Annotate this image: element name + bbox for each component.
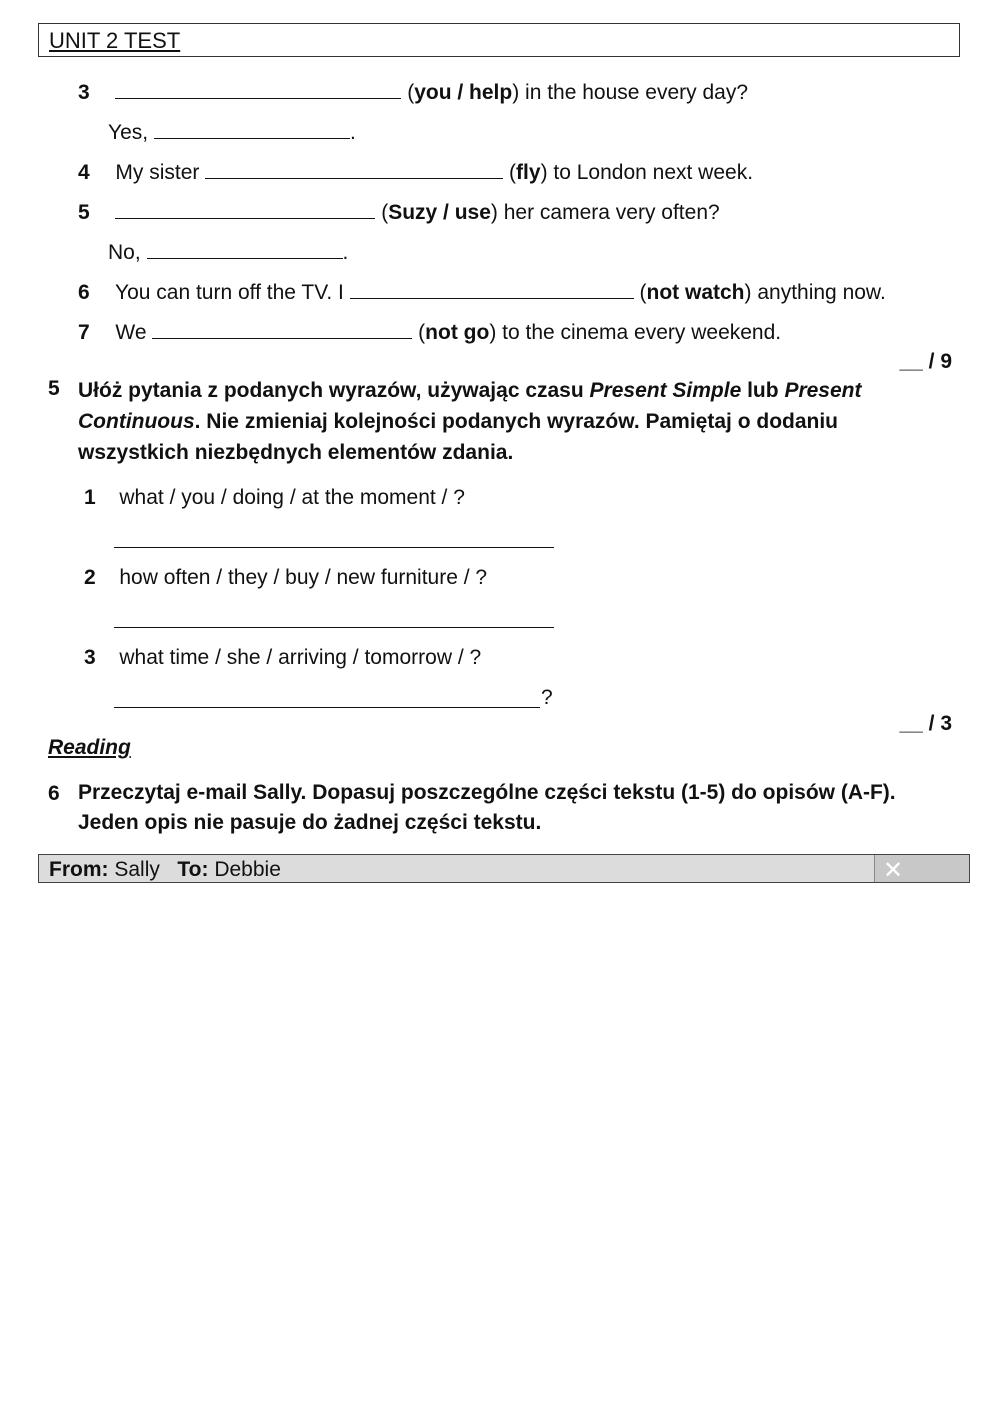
item-number: 3 bbox=[84, 646, 96, 669]
instruction-text: lub bbox=[741, 379, 785, 402]
item-number: 2 bbox=[84, 566, 96, 589]
answer-line-3[interactable] bbox=[114, 707, 540, 708]
short-answer-blank[interactable] bbox=[154, 120, 350, 139]
ex4-item-7: 7 We (not go) to the cinema every weekend. bbox=[78, 321, 782, 344]
item-text: ) her camera very often? bbox=[490, 201, 720, 224]
verb-prompt: not watch bbox=[646, 281, 745, 304]
instruction-italic: Present Continuous bbox=[78, 379, 862, 433]
question-mark: ? bbox=[541, 686, 553, 709]
item-text: ) to the cinema every weekend. bbox=[489, 321, 782, 344]
verb-prompt: you / help bbox=[414, 81, 513, 104]
to-label: To: bbox=[177, 858, 209, 881]
ex4-score: __ / 9 bbox=[899, 350, 952, 373]
word-prompt: how often / they / buy / new furniture / ? bbox=[119, 566, 488, 589]
answer-blank[interactable] bbox=[115, 80, 401, 99]
item-number: 6 bbox=[78, 281, 90, 304]
item-number: 4 bbox=[78, 161, 90, 184]
item-text-pre: You can turn off the TV. I bbox=[115, 281, 350, 304]
ex5-score: __ / 3 bbox=[899, 712, 952, 735]
instruction-text: Ułóż pytania z podanych wyrazów, używając czasu bbox=[78, 379, 590, 402]
item-number: 7 bbox=[78, 321, 90, 344]
unit-title: UNIT 2 TEST bbox=[49, 28, 181, 53]
answer-line-1[interactable] bbox=[114, 547, 554, 548]
short-answer-blank[interactable] bbox=[147, 240, 343, 259]
answer-line-2[interactable] bbox=[114, 627, 554, 628]
ex6-instruction: Przeczytaj e-mail Sally. Dopasuj poszczególne części tekstu (1-5) do opisów (A-F). Jeden opis nie pasuje do żadnej części tekstu. bbox=[78, 781, 896, 834]
item-number: 3 bbox=[78, 81, 90, 104]
ex5-instruction bbox=[78, 375, 928, 468]
instruction-text: . Nie zmieniaj kolejności podanych wyrazów. Pamiętaj o dodaniu wszystkich niezbędnych elementów zdania. bbox=[78, 410, 839, 464]
verb-prompt: not go bbox=[425, 321, 490, 344]
from-value: Sally bbox=[114, 858, 160, 881]
answer-prefix: Yes, bbox=[108, 121, 154, 144]
item-number: 5 bbox=[78, 201, 90, 224]
reading-heading: Reading bbox=[48, 736, 131, 759]
word-prompt: what time / she / arriving / tomorrow / ? bbox=[119, 646, 482, 669]
word-prompt: what / you / doing / at the moment / ? bbox=[119, 486, 465, 509]
item-text-pre: My sister bbox=[115, 161, 206, 184]
answer-prefix: No, bbox=[108, 241, 147, 264]
ex5-number: 5 bbox=[48, 377, 60, 400]
ex4-item-6: 6 You can turn off the TV. I (not watch) anything now. bbox=[78, 281, 886, 304]
instruction-italic: Present Simple bbox=[589, 379, 742, 402]
from-label: From: bbox=[49, 858, 109, 881]
close-icon: ✕ bbox=[883, 857, 904, 884]
ex5-item-3 bbox=[84, 646, 481, 670]
answer-suffix: . bbox=[342, 241, 349, 264]
unit-header-box bbox=[38, 23, 960, 57]
to-value: Debbie bbox=[214, 858, 281, 881]
answer-blank[interactable] bbox=[350, 280, 634, 299]
item-text: ) to London next week. bbox=[540, 161, 754, 184]
verb-prompt: Suzy / use bbox=[388, 201, 491, 224]
answer-suffix: . bbox=[349, 121, 356, 144]
ex4-item-4: 4 My sister (fly) to London next week. bbox=[78, 161, 754, 184]
ex4-item-3: 3 (you / help) in the house every day? bbox=[78, 81, 749, 104]
item-text: ) in the house every day? bbox=[512, 81, 749, 104]
email-from-to bbox=[49, 858, 281, 882]
answer-blank[interactable] bbox=[205, 160, 503, 179]
answer-blank[interactable] bbox=[152, 320, 412, 339]
verb-prompt: fly bbox=[516, 161, 541, 184]
ex5-item-2 bbox=[84, 566, 487, 590]
ex5-item-1 bbox=[84, 486, 465, 510]
answer-blank[interactable] bbox=[115, 200, 375, 219]
ex4-item-5: 5 (Suzy / use) her camera very often? bbox=[78, 201, 720, 224]
item-text-pre: We bbox=[115, 321, 153, 344]
email-header-bar bbox=[38, 854, 970, 883]
item-number: 1 bbox=[84, 486, 96, 509]
ex4-item-5-answer bbox=[108, 240, 348, 265]
close-button[interactable] bbox=[874, 855, 969, 882]
ex6-number: 6 bbox=[48, 782, 60, 805]
ex4-item-3-answer bbox=[108, 120, 356, 145]
item-text: ) anything now. bbox=[744, 281, 886, 304]
